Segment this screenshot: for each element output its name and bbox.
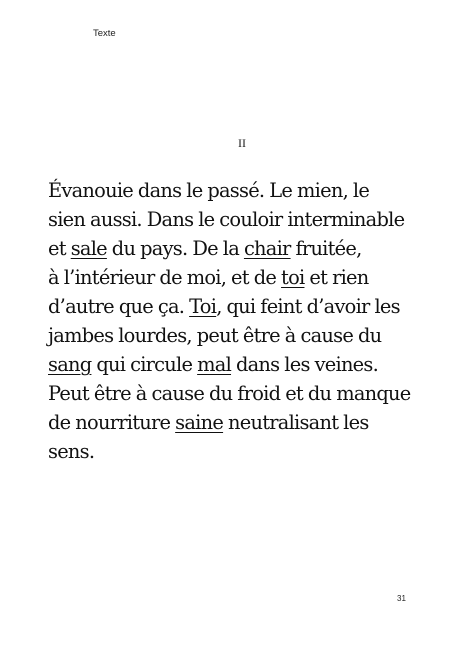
text-segment: du pays. De la [106,237,244,260]
underlined-word: mal [197,353,232,376]
text-line [48,321,458,350]
text-segment: et rien [304,266,369,289]
underlined-word: toi [281,266,305,289]
text-segment: , qui feint d’avoir les [216,295,400,318]
text-line [48,379,458,408]
text-segment: dans les veines. [231,353,379,376]
underlined-word: chair [243,237,291,260]
underlined-word: sang [48,353,92,376]
text-line [48,263,458,292]
text-segment: et [48,237,71,260]
underlined-word: saine [175,411,224,434]
underlined-word: sale [70,237,107,260]
underlined-word: Toi [189,295,217,318]
text-line [48,176,458,205]
page-number: 31 [397,594,406,603]
text-line [48,292,458,321]
text-segment: qui circule [91,353,198,376]
text-segment: Évanouie dans le passé. Le mien, le [48,179,370,202]
text-segment: de nourriture [48,411,176,434]
text-segment: à l’intérieur de moi, et de [48,266,282,289]
text-line [48,350,458,379]
text-segment: sien aussi. Dans le couloir interminable [48,208,405,231]
text-segment: Peut être à cause du froid et du manque [48,382,411,405]
text-line [48,234,458,263]
text-line [48,205,458,234]
text-segment: jambes lourdes, peut être à cause du [48,324,382,347]
text-segment: neutralisant les [223,411,369,434]
text-segment: sens. [48,440,95,463]
text-line [48,437,458,466]
section-number: II [238,136,246,150]
body-paragraph [48,176,458,466]
running-header: Texte [93,28,116,39]
text-segment: d’autre que ça. [48,295,190,318]
text-segment: fruitée, [290,237,362,260]
text-line [48,408,458,437]
